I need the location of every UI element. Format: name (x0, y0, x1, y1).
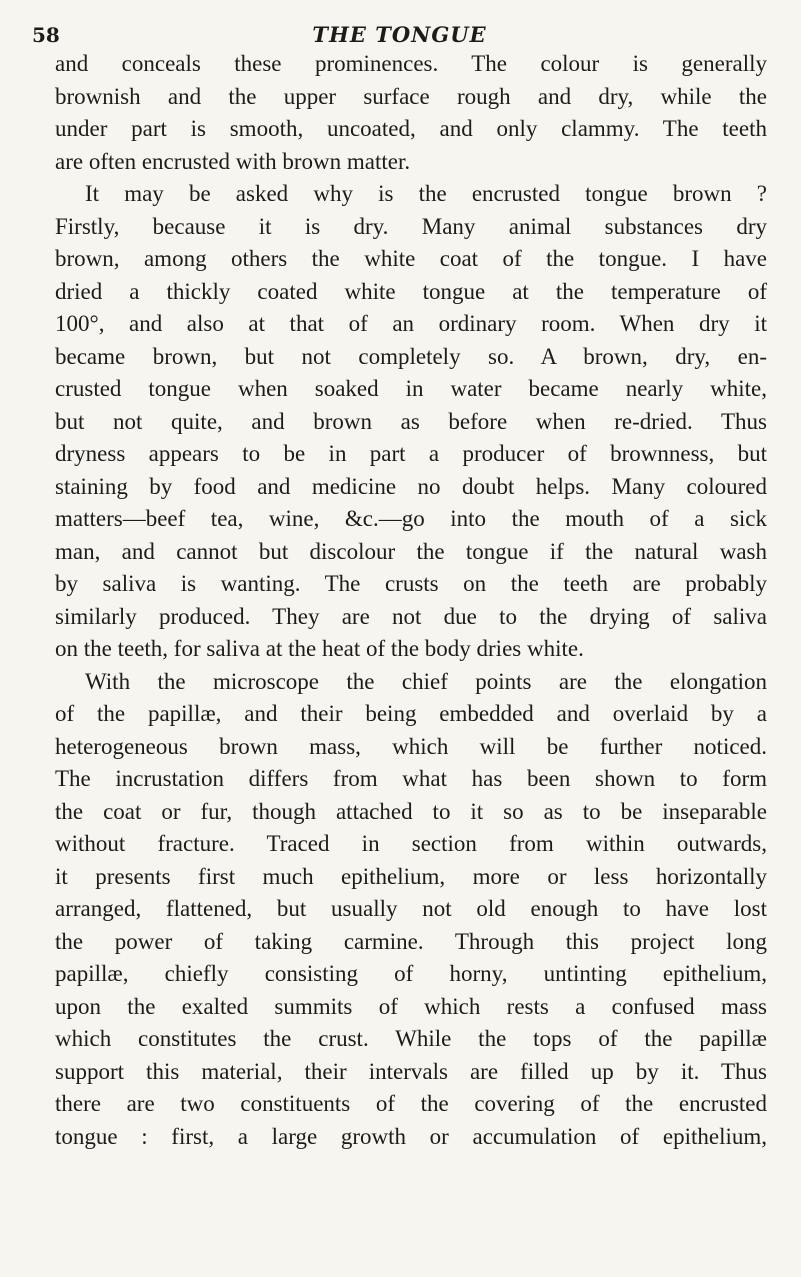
text-line: which constitutes the crust. While the tops of the papillæ (55, 1026, 767, 1051)
paragraph-3 (55, 666, 767, 1154)
text-line: arranged, flattened, but usually not old enough to have lost (55, 896, 767, 921)
text-line: man, and cannot but discolour the tongue if the natural wash (55, 538, 767, 564)
text-line: heterogeneous brown mass, which will be further noticed. (55, 733, 767, 759)
paragraph-1 (55, 48, 767, 178)
text-line: are often encrusted with brown matter. (55, 148, 411, 174)
text-line: matters—beef tea, wine, &c.—go into the mouth of a sick (55, 506, 767, 531)
text-line: under part is smooth, uncoated, and only clammy. The teeth (55, 116, 767, 141)
text-line: became brown, but not completely so. A brown, dry, en- (55, 343, 767, 369)
text-line: brown, among others the white coat of the tongue. I have (55, 246, 767, 271)
paragraph-2 (55, 178, 767, 666)
text-line: upon the exalted summits of which rests a confused mass (55, 993, 767, 1019)
body-text (55, 48, 767, 1153)
running-title: THE TONGUE (312, 22, 487, 47)
text-line: support this material, their intervals are filled up by it. Thus (55, 1058, 767, 1084)
page-number: 58 (32, 23, 60, 47)
text-line: of the papillæ, and their being embedded and overlaid by a (55, 701, 767, 726)
text-line: on the teeth, for saliva at the heat of the body dries white. (55, 636, 584, 661)
text-line: tongue : first, a large growth or accumulation of epithelium, (55, 1123, 767, 1149)
text-line: It may be asked why is the encrusted tongue brown ? (85, 181, 767, 206)
text-line: by saliva is wanting. The crusts on the teeth are probably (55, 571, 767, 596)
text-line: similarly produced. They are not due to the drying of saliva (55, 603, 767, 629)
text-line: With the microscope the chief points are the elongation (85, 668, 767, 694)
text-line: brownish and the upper surface rough and dry, while the (55, 83, 767, 109)
text-line: it presents first much epithelium, more or less horizontally (55, 863, 767, 889)
text-line: the coat or fur, though attached to it so as to be inseparable (55, 798, 767, 824)
text-line: dryness appears to be in part a producer of brownness, but (55, 441, 767, 466)
text-line: crusted tongue when soaked in water became nearly white, (55, 376, 767, 401)
text-line: and conceals these prominences. The colour is generally (55, 51, 767, 76)
text-line: the power of taking carmine. Through this project long (55, 928, 767, 954)
text-line: Firstly, because it is dry. Many animal substances dry (55, 213, 767, 239)
text-line: but not quite, and brown as before when re-dried. Thus (55, 408, 767, 434)
text-line: staining by food and medicine no doubt helps. Many coloured (55, 473, 767, 499)
text-line: The incrustation differs from what has been shown to form (55, 766, 767, 791)
text-line: there are two constituents of the covering of the encrusted (55, 1091, 767, 1116)
text-line: dried a thickly coated white tongue at the temperature of (55, 278, 767, 304)
text-line: without fracture. Traced in section from within outwards, (55, 831, 767, 856)
text-line: 100°, and also at that of an ordinary room. When dry it (55, 311, 767, 336)
text-line: papillæ, chiefly consisting of horny, untinting epithelium, (55, 961, 767, 986)
running-head (32, 20, 767, 50)
